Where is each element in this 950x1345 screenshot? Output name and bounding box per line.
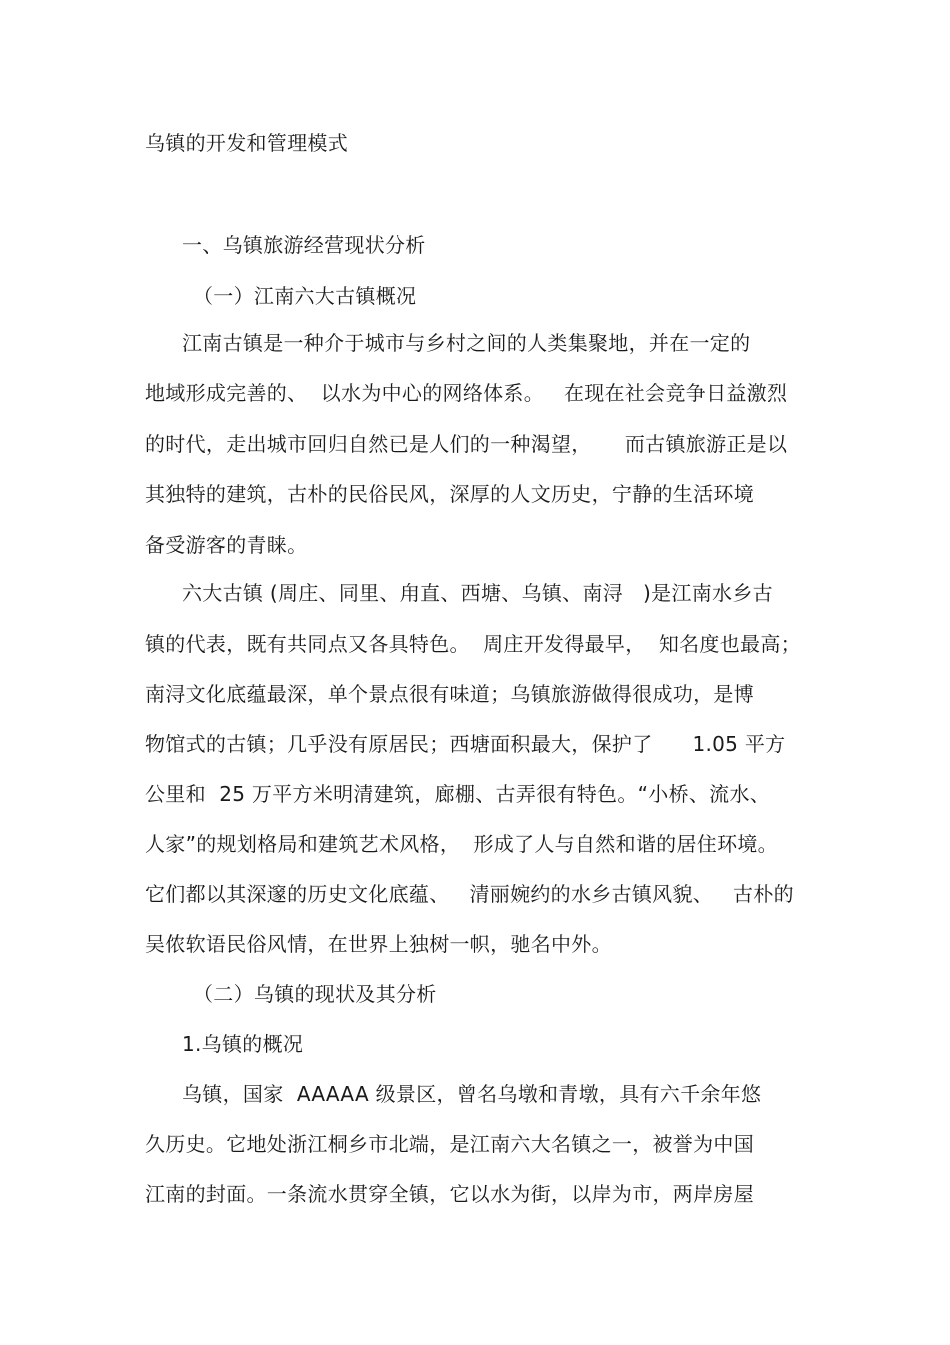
body-line: 乌镇，国家 AAAAA 级景区，曾名乌墩和青墩，具有六千余年悠	[182, 1082, 762, 1106]
body-line: 它们都以其深邃的历史文化底蕴、 清丽婉约的水乡古镇风貌、 古朴的	[145, 882, 794, 906]
body-line: 的时代，走出城市回归自然已是人们的一种渴望， 而古镇旅游正是以	[145, 432, 788, 456]
body-line: 六大古镇 (周庄、同里、甪直、西塘、乌镇、南浔 )是江南水乡古	[182, 581, 773, 605]
body-line: 人家”的规划格局和建筑艺术风格， 形成了人与自然和谐的居住环境。	[145, 832, 778, 856]
body-line: 久历史。它地处浙江桐乡市北端，是江南六大名镇之一，被誉为中国	[145, 1132, 754, 1156]
body-line: 南浔文化底蕴最深，单个景点很有味道；乌镇旅游做得很成功，是博	[145, 682, 754, 706]
body-line: 其独特的建筑，古朴的民俗民风，深厚的人文历史，宁静的生活环境	[145, 482, 754, 506]
body-line: 1.乌镇的概况	[182, 1032, 304, 1056]
body-line: 公里和 25 万平方米明清建筑，廊棚、古弄很有特色。“小桥、流水、	[145, 782, 771, 806]
body-line: 镇的代表，既有共同点又各具特色。 周庄开发得最早， 知名度也最高；	[145, 632, 801, 656]
body-line: 地域形成完善的、 以水为中心的网络体系。 在现在社会竞争日益激烈	[145, 381, 788, 405]
body-line: 江南古镇是一种介于城市与乡村之间的人类集聚地，并在一定的	[182, 331, 751, 355]
body-line: （一）江南六大古镇概况	[193, 284, 417, 308]
body-line: 物馆式的古镇；几乎没有原居民；西塘面积最大，保护了 1.05 平方	[145, 732, 786, 756]
body-line: 备受游客的青睐。	[145, 533, 308, 557]
document-title: 乌镇的开发和管理模式	[145, 131, 348, 155]
body-line: 一、乌镇旅游经营现状分析	[182, 233, 426, 257]
body-line: 吴侬软语民俗风情，在世界上独树一帜，驰名中外。	[145, 932, 612, 956]
body-line: （二）乌镇的现状及其分析	[193, 982, 437, 1006]
body-line: 江南的封面。一条流水贯穿全镇，它以水为街，以岸为市，两岸房屋	[145, 1182, 754, 1206]
